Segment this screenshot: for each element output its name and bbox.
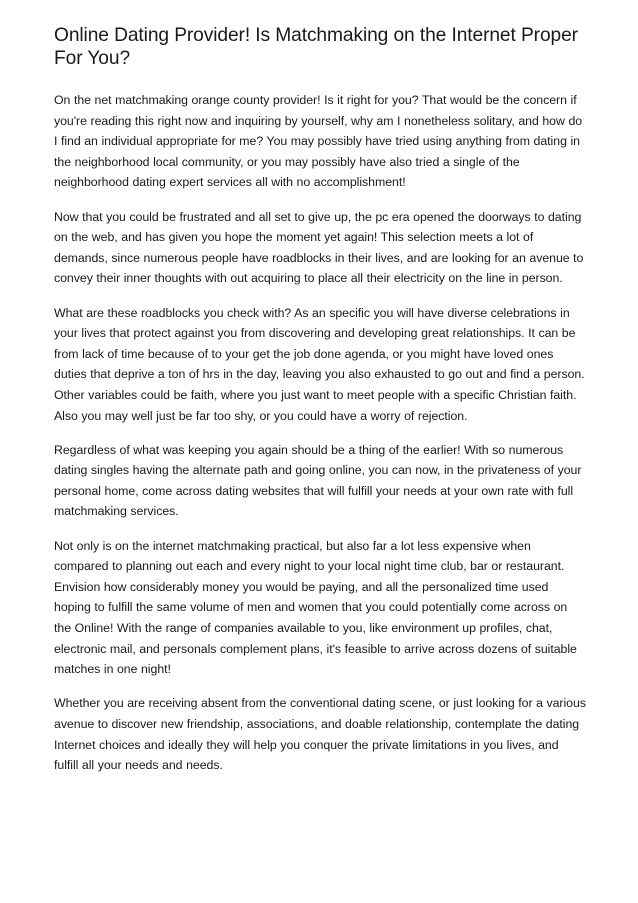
paragraph-3: What are these roadblocks you check with? As an specific you will have diverse celebrations in your lives that protect against you from discovering and developing great relationships. It can be from lack of time because of to your get the job done agenda, or you might have loved ones duties that deprive a ton of hrs in the day, leaving you also exhausted to go out and find a person. Other variables could be faith, where you just want to meet people with a specific Christian faith. Also you may well just be far too shy, or you could have a worry of rejection. [54,305,585,423]
page-title: Online Dating Provider! Is Matchmaking on the Internet Proper For You? [54,25,578,69]
paragraph-1: On the net matchmaking orange county provider! Is it right for you? That would be the concern if you're reading this right now and inquiring by yourself, why am I nonetheless solitary, and how do I find an individual appropriate for me? You may possibly have tried using anything from dating in the neighborhood local community, or you may possibly have also tried a single of the neighborhood dating expert services all with no accomplishment! [54,93,583,190]
paragraph-4: Regardless of what was keeping you again should be a thing of the earlier! With so numerous dating singles having the alternate path and going online, you can now, in the privateness of your personal home, come across dating websites that will fulfill your needs at your own rate with full matchmaking services. [54,442,582,519]
document-body [54,90,586,789]
paragraph-5: Not only is on the internet matchmaking practical, but also far a lot less expensive when compared to planning out each and every night to your local night time club, bar or restaurant. Envision how considerably money you would be paying, and all the personalized time used hoping to fulfill the same volume of men and women that you could potentially come across on the Online! With the range of companies available to you, like environment up profiles, chat, electronic mail, and personals complement plans, it's feasible to arrive across dozens of suitable matches in one night! [54,538,577,677]
paragraph-6: Whether you are receiving absent from the conventional dating scene, or just looking for a various avenue to discover new friendship, associations, and doable relationship, contemplate the dating Internet choices and ideally they will help you conquer the private limitations in you lives, and fulfill all your needs and needs. [54,696,586,773]
paragraph-2: Now that you could be frustrated and all set to give up, the pc era opened the doorways to dating on the web, and has given you hope the moment yet again! This selection meets a lot of demands, since numerous people have roadblocks in their lives, and are looking for an avenue to convey their inner thoughts with out acquiring to place all their electricity on the line in person. [54,209,584,286]
